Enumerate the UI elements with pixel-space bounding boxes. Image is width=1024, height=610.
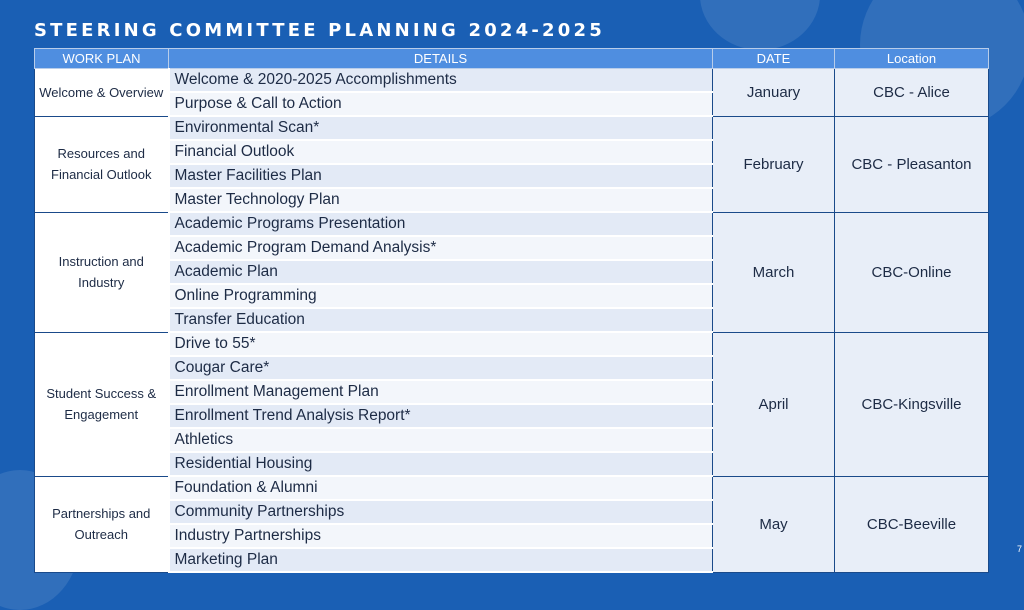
table-row bbox=[35, 476, 989, 500]
detail-cell: Environmental Scan* bbox=[169, 116, 713, 140]
table-header-row bbox=[35, 49, 989, 69]
detail-cell: Athletics bbox=[169, 428, 713, 452]
header-date: DATE bbox=[713, 49, 835, 69]
location-cell: CBC-Beeville bbox=[835, 476, 989, 572]
detail-cell: Academic Program Demand Analysis* bbox=[169, 236, 713, 260]
header-location: Location bbox=[835, 49, 989, 69]
detail-cell: Enrollment Management Plan bbox=[169, 380, 713, 404]
detail-cell: Academic Programs Presentation bbox=[169, 212, 713, 236]
date-cell: May bbox=[713, 476, 835, 572]
date-cell: March bbox=[713, 212, 835, 332]
header-work-plan: WORK PLAN bbox=[35, 49, 169, 69]
work-plan-cell: Student Success & Engagement bbox=[35, 332, 169, 476]
detail-cell: Welcome & 2020-2025 Accomplishments bbox=[169, 69, 713, 93]
table-row bbox=[35, 116, 989, 140]
work-plan-cell: Instruction and Industry bbox=[35, 212, 169, 332]
decorative-circle bbox=[700, 0, 820, 50]
detail-cell: Purpose & Call to Action bbox=[169, 92, 713, 116]
detail-cell: Cougar Care* bbox=[169, 356, 713, 380]
detail-cell: Enrollment Trend Analysis Report* bbox=[169, 404, 713, 428]
location-cell: CBC - Pleasanton bbox=[835, 116, 989, 212]
table-row bbox=[35, 332, 989, 356]
work-plan-cell: Welcome & Overview bbox=[35, 69, 169, 117]
detail-cell: Foundation & Alumni bbox=[169, 476, 713, 500]
location-cell: CBC - Alice bbox=[835, 69, 989, 117]
location-cell: CBC-Online bbox=[835, 212, 989, 332]
page-title: STEERING COMMITTEE PLANNING 2024-2025 bbox=[34, 20, 605, 41]
detail-cell: Master Facilities Plan bbox=[169, 164, 713, 188]
planning-table bbox=[34, 48, 989, 573]
detail-cell: Financial Outlook bbox=[169, 140, 713, 164]
detail-cell: Industry Partnerships bbox=[169, 524, 713, 548]
table-body bbox=[35, 69, 989, 573]
header-details: DETAILS bbox=[169, 49, 713, 69]
detail-cell: Transfer Education bbox=[169, 308, 713, 332]
work-plan-cell: Partnerships and Outreach bbox=[35, 476, 169, 572]
detail-cell: Community Partnerships bbox=[169, 500, 713, 524]
date-cell: January bbox=[713, 69, 835, 117]
page-number: 7 bbox=[1016, 544, 1022, 554]
detail-cell: Academic Plan bbox=[169, 260, 713, 284]
detail-cell: Residential Housing bbox=[169, 452, 713, 476]
detail-cell: Online Programming bbox=[169, 284, 713, 308]
detail-cell: Master Technology Plan bbox=[169, 188, 713, 212]
date-cell: April bbox=[713, 332, 835, 476]
detail-cell: Marketing Plan bbox=[169, 548, 713, 572]
work-plan-cell: Resources and Financial Outlook bbox=[35, 116, 169, 212]
date-cell: February bbox=[713, 116, 835, 212]
table-row bbox=[35, 212, 989, 236]
detail-cell: Drive to 55* bbox=[169, 332, 713, 356]
location-cell: CBC-Kingsville bbox=[835, 332, 989, 476]
table-row bbox=[35, 69, 989, 93]
